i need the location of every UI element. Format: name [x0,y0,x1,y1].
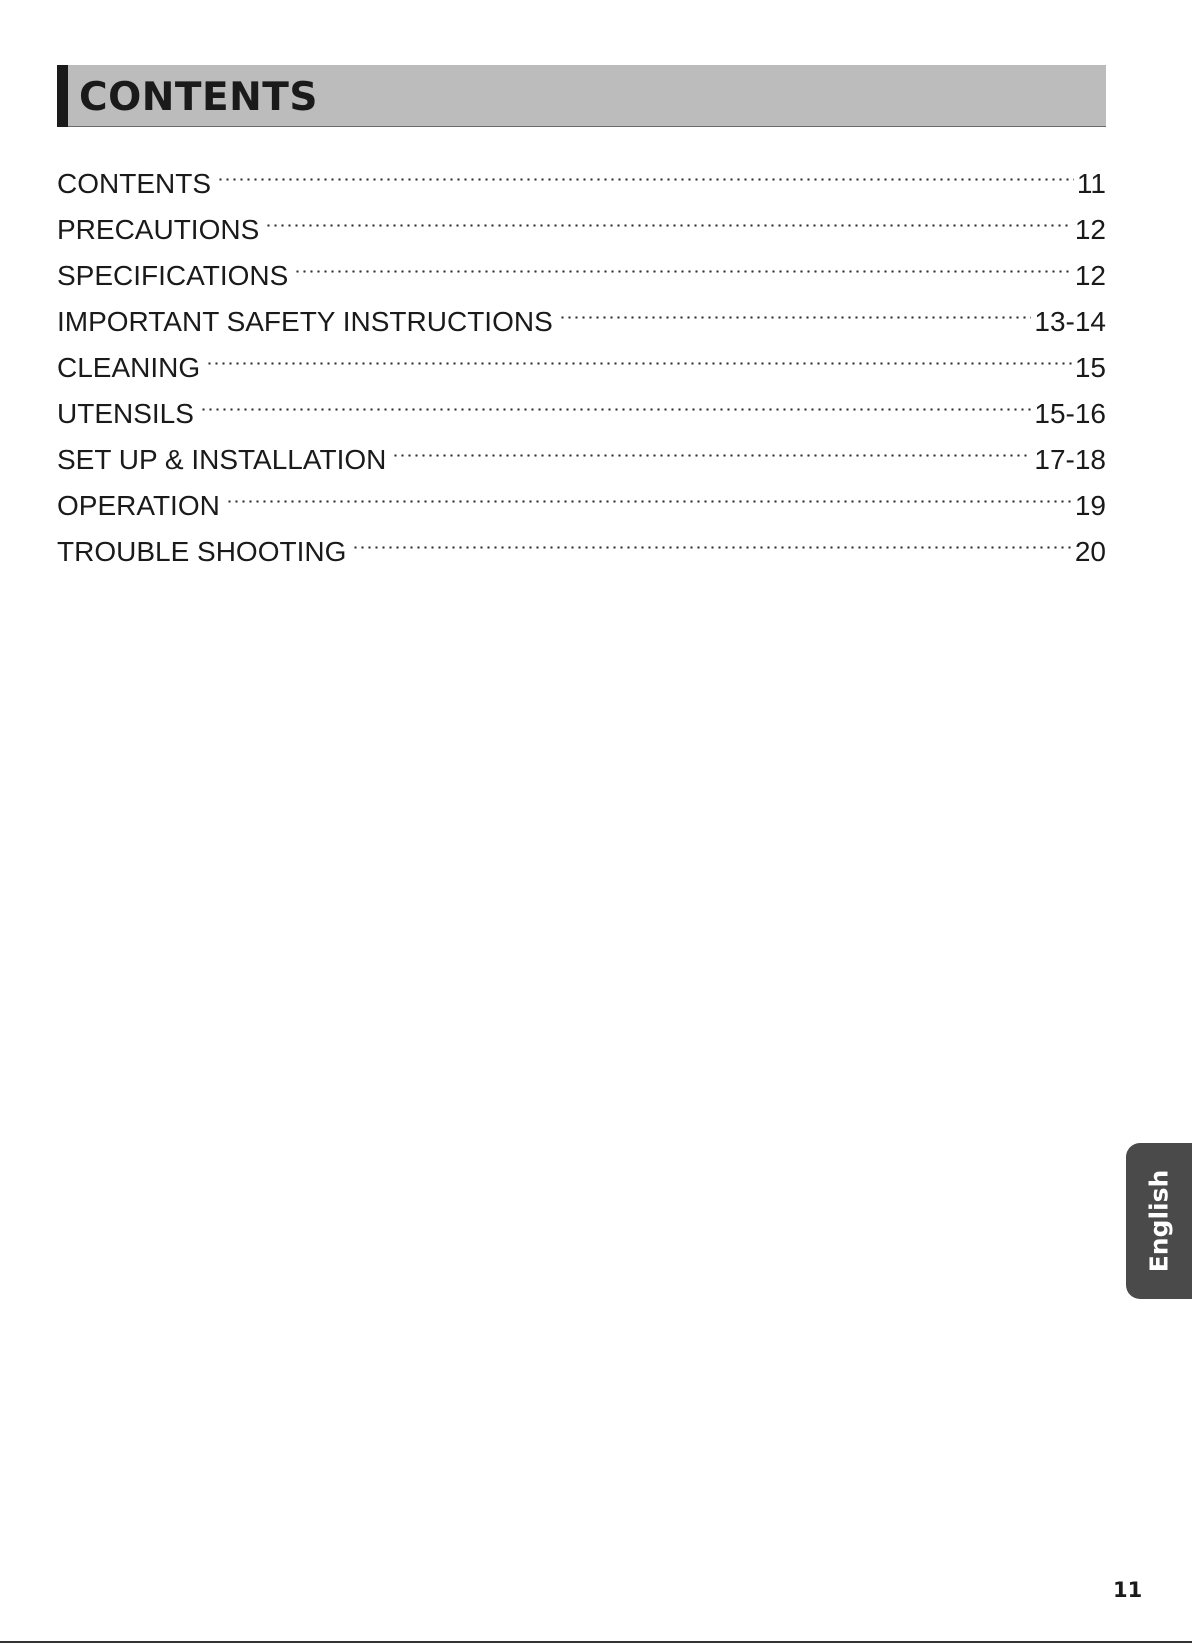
toc-item-label: IMPORTANT SAFETY INSTRUCTIONS [57,306,553,337]
header-accent-bar [57,65,68,127]
toc-item-label: SPECIFICATIONS [57,260,289,291]
toc-item-cleaning[interactable] [57,331,1106,383]
toc-item-page: 12 [1074,260,1106,291]
toc-item-set-up-installation[interactable] [57,423,1106,475]
toc-leader-dots [559,285,1032,331]
toc-leader-dots [294,239,1072,285]
toc-item-label: TROUBLE SHOOTING [57,536,347,567]
table-of-contents [57,147,1106,567]
toc-item-label: UTENSILS [57,398,194,429]
language-tab[interactable] [1126,1143,1192,1299]
toc-item-page: 19 [1074,490,1106,521]
toc-leader-dots [265,193,1072,239]
page-number: 11 [1113,1578,1143,1602]
toc-leader-dots [217,147,1074,193]
toc-item-page: 17-18 [1034,444,1106,475]
toc-item-precautions[interactable] [57,193,1106,245]
toc-item-page: 15-16 [1034,398,1106,429]
toc-item-page: 11 [1076,168,1106,199]
toc-item-label: PRECAUTIONS [57,214,260,245]
toc-item-label: CLEANING [57,352,201,383]
language-tab-label: English [1144,1169,1174,1273]
toc-item-label: CONTENTS [57,168,211,199]
toc-item-page: 12 [1074,214,1106,245]
toc-item-label: OPERATION [57,490,220,521]
toc-item-utensils[interactable] [57,377,1106,429]
toc-item-page: 20 [1074,536,1106,567]
toc-item-label: SET UP & INSTALLATION [57,444,387,475]
bottom-divider [0,1641,1192,1643]
page-title: CONTENTS [79,75,318,120]
toc-leader-dots [226,469,1072,515]
toc-item-page: 13-14 [1034,306,1106,337]
toc-item-contents[interactable] [57,147,1106,199]
toc-leader-dots [206,331,1072,377]
toc-leader-dots [200,377,1031,423]
section-header [57,65,1106,127]
toc-leader-dots [352,515,1071,561]
toc-leader-dots [392,423,1031,469]
toc-item-page: 15 [1074,352,1106,383]
